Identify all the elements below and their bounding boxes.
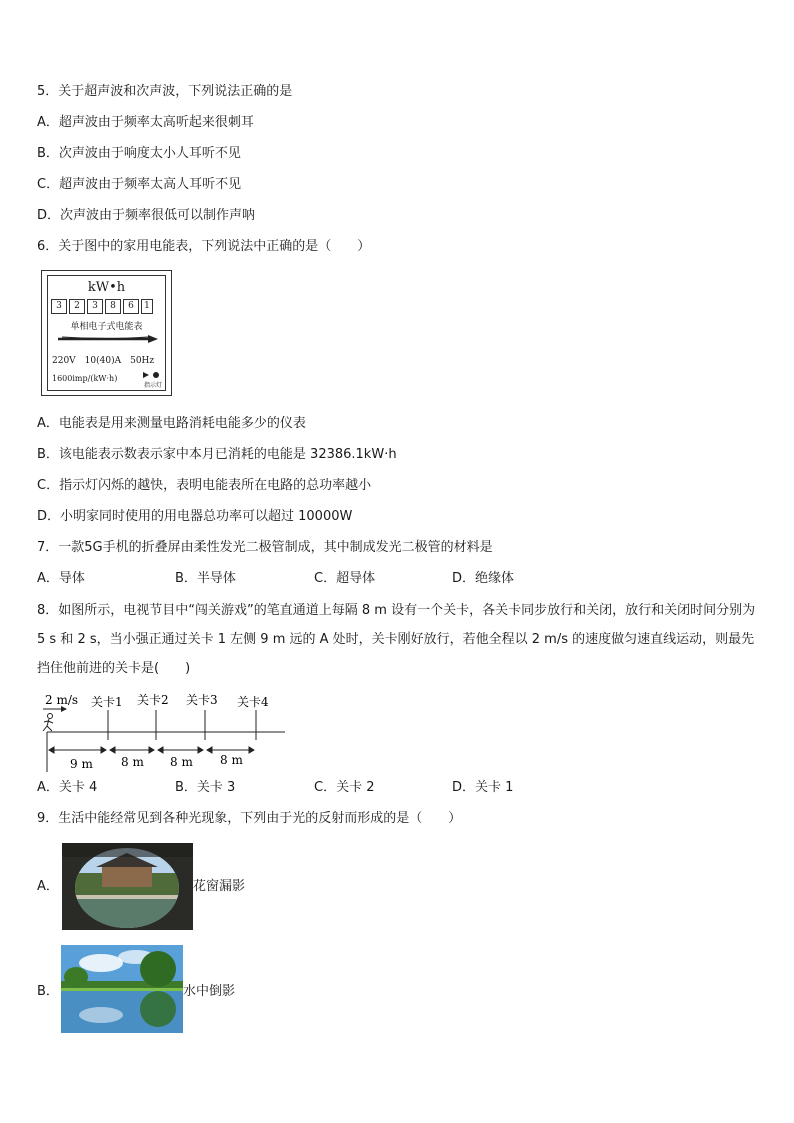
meter-arrow-icon: [56, 334, 160, 344]
meter-digit: 3: [51, 299, 67, 314]
runner-icon: [43, 714, 53, 732]
gate-1: [91, 694, 123, 740]
q7-option-c: C．超导体: [314, 571, 376, 586]
meter-digit-decimal: 1: [141, 299, 153, 314]
gate-label: 关卡3: [186, 693, 218, 707]
q6-stem: 6．关于图中的家用电能表，下列说法中正确的是（ ）: [37, 239, 371, 254]
q8-stem: 8．如图所示，电视节目中“闯关游戏”的笔直通道上每隔 8 m 设有一个关卡，各关卡同步放行和关闭，放行和关闭时间分别为 5 s 和 2 s，当小强正通过关卡 1 左侧 9 m 远的 A 处时，关卡刚好放行，若他全程以 2 m/s 的速度做匀速直线运动，则最先挡住他前进的关卡是( ): [37, 603, 756, 676]
speed-label: 2 m/s: [45, 693, 79, 707]
q6-option-c: C．指示灯闪烁的越快，表明电能表所在电路的总功率越小: [37, 478, 372, 493]
meter-digit: 6: [123, 299, 139, 314]
q8-option-a: A．关卡 4: [37, 780, 98, 795]
indicator-lamp-icon: [141, 371, 161, 379]
q7-option-b: B．半导体: [175, 571, 236, 586]
meter-digit: 3: [87, 299, 103, 314]
q9-option-b-letter: B．: [37, 984, 59, 999]
q8-option-b: B．关卡 3: [175, 780, 236, 795]
electric-meter-figure: [41, 270, 172, 396]
q7-options: [37, 571, 557, 587]
gate-2: [137, 692, 169, 740]
meter-name: 单相电子式电能表: [70, 322, 143, 332]
meter-digit: 8: [105, 299, 121, 314]
meter-digit: 2: [69, 299, 85, 314]
q8-options: [37, 780, 557, 796]
q9-option-a-caption: 花窗漏影: [193, 879, 246, 894]
gate-label: 关卡4: [237, 695, 269, 709]
meter-imp: 1600imp/(kW·h): [52, 374, 118, 383]
meter-spec: 220V 10(40)A 50Hz: [52, 356, 155, 366]
q7-option-a: A．导体: [37, 571, 85, 586]
distance-label: 8 m: [220, 753, 243, 767]
water-reflection-photo: [61, 945, 183, 1033]
q9-stem: 9．生活中能经常见到各种光现象，下列由于光的反射而形成的是（ ）: [37, 811, 462, 826]
gate-label: 关卡2: [137, 693, 169, 707]
distance-label: 8 m: [170, 755, 193, 769]
meter-unit: kW•h: [87, 280, 126, 295]
q9-option-b-caption: 水中倒影: [183, 984, 236, 999]
gate-3: [186, 692, 218, 740]
q7-stem: 7．一款5G手机的折叠屏由柔性发光二极管制成，其中制成发光二极管的材料是: [37, 540, 493, 555]
q5-option-d: D．次声波由于频率很低可以制作声呐: [37, 208, 256, 223]
q5-option-b: B．次声波由于响度太小人耳听不见: [37, 146, 241, 161]
meter-digits: [51, 299, 155, 314]
q5-option-c: C．超声波由于频率太高人耳听不见: [37, 177, 242, 192]
meter-lamp-label: 指示灯: [143, 382, 162, 389]
q9-option-a-letter: A．: [37, 879, 59, 894]
distance-label: 8 m: [121, 755, 144, 769]
lattice-window-photo: [62, 843, 193, 930]
q6-option-d: D．小明家同时使用的用电器总功率可以超过 10000W: [37, 509, 353, 524]
q8-option-c: C．关卡 2: [314, 780, 375, 795]
q5-stem: 5．关于超声波和次声波，下列说法正确的是: [37, 84, 293, 99]
q6-option-b: B．该电能表示数表示家中本月已消耗的电能是 32386.1kW·h: [37, 447, 397, 462]
q8-option-d: D．关卡 1: [452, 780, 514, 795]
q7-option-d: D．绝缘体: [452, 571, 515, 586]
gate-4: [237, 694, 269, 740]
gate-label: 关卡1: [91, 695, 123, 709]
distance-label: 9 m: [70, 757, 93, 771]
checkpoint-diagram: [37, 690, 297, 772]
q6-option-a: A．电能表是用来测量电路消耗电能多少的仪表: [37, 416, 306, 431]
q5-option-a: A．超声波由于频率太高听起来很刺耳: [37, 115, 254, 130]
